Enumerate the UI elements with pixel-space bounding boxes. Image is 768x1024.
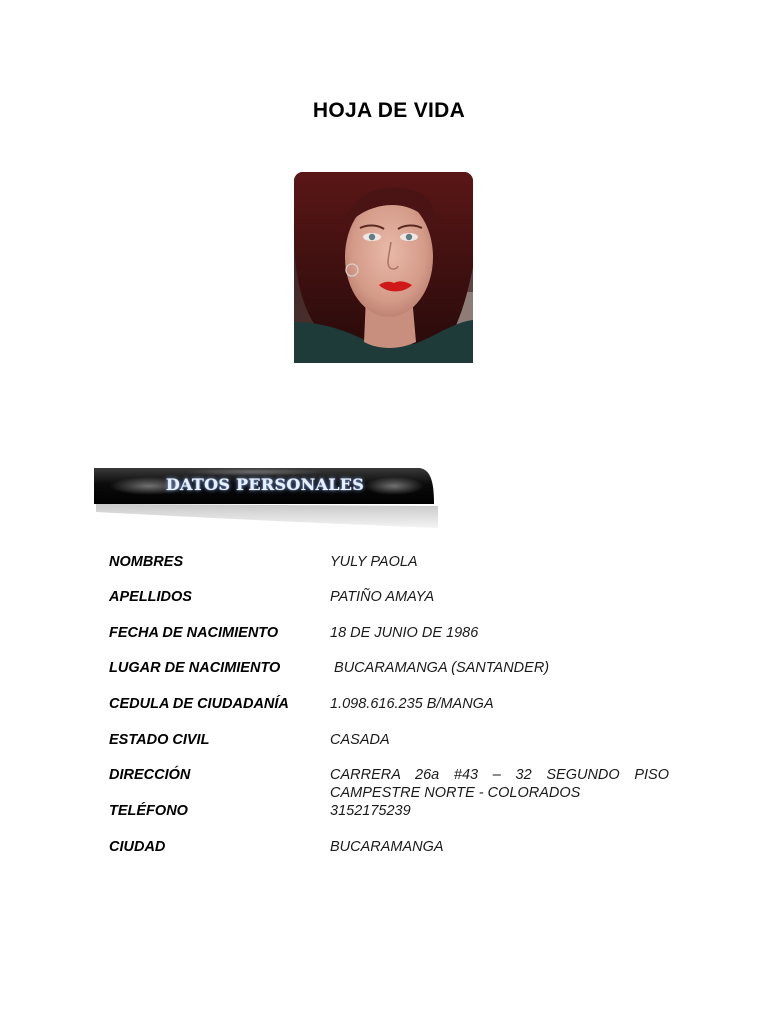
field-value: PATIÑO AMAYA (330, 589, 435, 605)
page-title: HOJA DE VIDA (312, 99, 466, 122)
portrait-photo-icon (294, 172, 473, 363)
section-banner (94, 468, 438, 528)
field-label: CIUDAD (109, 839, 166, 855)
profile-photo (294, 172, 473, 363)
field-label: FECHA DE NACIMIENTO (109, 625, 279, 641)
field-value: BUCARAMANGA (SANTANDER) (330, 660, 550, 676)
field-label: ESTADO CIVIL (109, 732, 210, 748)
field-label: APELLIDOS (109, 589, 192, 605)
field-value: BUCARAMANGA (330, 839, 444, 855)
field-value: CARRERA 26a #43 – 32 SEGUNDO PISO CAMPESTRE NORTE - COLORADOS (330, 767, 669, 801)
field-value: 3152175239 (330, 803, 411, 819)
field-label: DIRECCIÓN (109, 767, 191, 783)
field-value: 18 DE JUNIO DE 1986 (330, 625, 479, 641)
field-value: YULY PAOLA (330, 554, 418, 570)
field-value: CASADA (330, 732, 390, 748)
field-label: CEDULA DE CIUDADANÍA (109, 696, 289, 712)
field-label: LUGAR DE NACIMIENTO (109, 660, 281, 676)
field-value: 1.098.616.235 B/MANGA (330, 696, 494, 712)
field-label: TELÉFONO (109, 803, 188, 819)
field-label: NOMBRES (109, 554, 184, 570)
section-heading: DATOS PERSONALES (165, 475, 365, 494)
